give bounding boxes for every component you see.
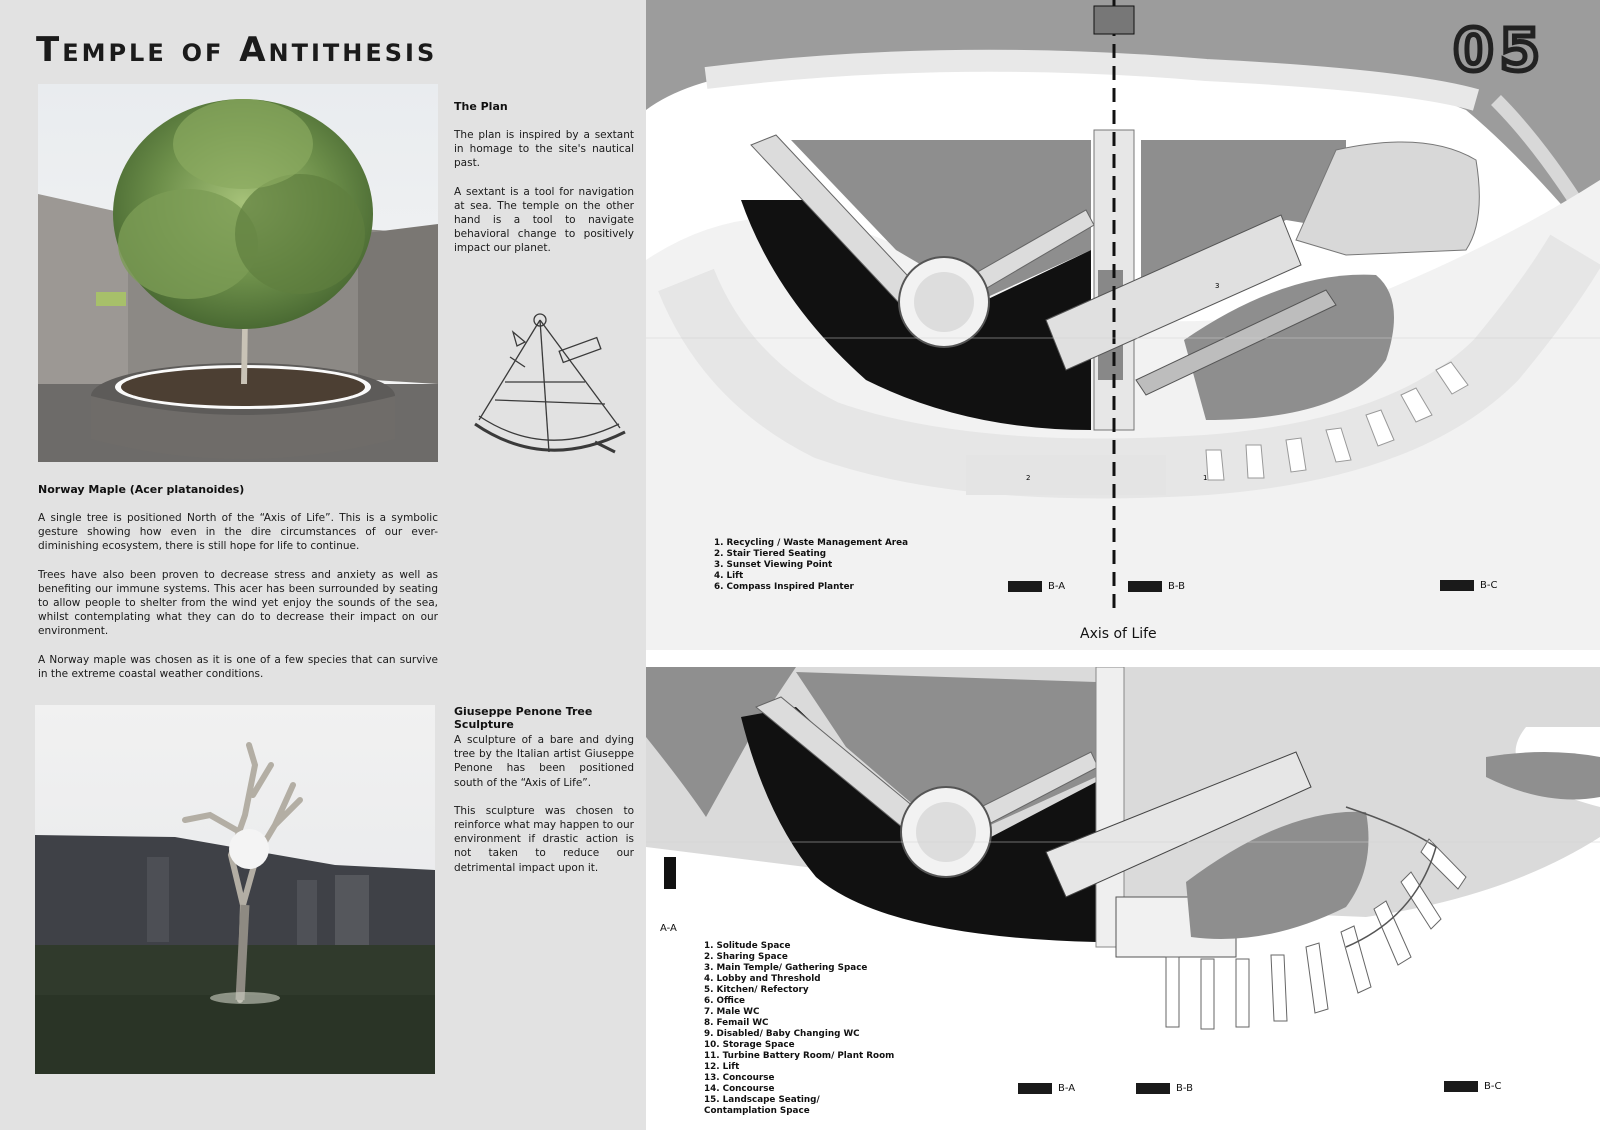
legend-item: 5. Kitchen/ Refectory	[704, 985, 809, 995]
sculpture-render-image	[35, 705, 435, 1074]
sculpture-heading: Giuseppe Penone Tree Sculpture	[454, 705, 593, 731]
legend-item: 2. Stair Tiered Seating	[714, 549, 827, 559]
legend-item: 8. Femail WC	[704, 1018, 769, 1028]
plan-paragraphs	[454, 128, 634, 270]
legend-item: 3. Main Temple/ Gathering Space	[704, 963, 868, 973]
page-number: 05	[1453, 16, 1546, 84]
axis-of-life-label: Axis of Life	[1080, 626, 1157, 642]
section-marker-label: B-C	[1484, 1081, 1502, 1092]
legend-item: 1. Recycling / Waste Management Area	[714, 538, 909, 548]
legend-item: 2. Sharing Space	[704, 952, 788, 962]
section-marker-label: B-A	[1058, 1083, 1076, 1094]
plan-heading: The Plan	[454, 100, 508, 113]
section-marker-bar	[1018, 1083, 1052, 1094]
legend-item: 4. Lift	[714, 571, 744, 581]
ground-plan-legend	[704, 941, 894, 1117]
maple-heading: Norway Maple (Acer platanoides)	[38, 483, 245, 496]
left-panel	[0, 0, 646, 1130]
plan-number: 1	[1203, 474, 1208, 482]
maple-paragraph: Trees have also been proven to decrease stress and anxiety as well as benefiting our immune systems. This acer has been surrounded by seating to allow people to shelter from the wind yet enjoy the sounds of the sea, whilst contemplating what they can do to decrease their impact on our environment.	[38, 568, 438, 638]
legend-item: 6. Office	[704, 996, 745, 1006]
section-marker-b-a	[1008, 581, 1065, 592]
legend-item: 10. Storage Space	[704, 1040, 795, 1050]
section-marker-bar	[1008, 581, 1042, 592]
plan-number: 3	[1215, 282, 1220, 290]
top-plan-legend	[714, 538, 908, 593]
legend-item: 6. Compass Inspired Planter	[714, 582, 854, 592]
legend-item: 4. Lobby and Threshold	[704, 974, 821, 984]
section-a-a-label: A-A	[660, 923, 677, 934]
right-panel	[646, 0, 1600, 1130]
section-marker-b-b	[1136, 1083, 1193, 1094]
sculpture-paragraph: A sculpture of a bare and dying tree by the Italian artist Giuseppe Penone has been positioned south of the “Axis of Life”.	[454, 734, 634, 789]
section-marker-b-c	[1444, 1081, 1501, 1092]
section-marker-bar	[1136, 1083, 1170, 1094]
section-marker-label: B-A	[1048, 581, 1066, 592]
section-marker-b-a	[1018, 1083, 1075, 1094]
legend-item: 7. Male WC	[704, 1007, 760, 1017]
page-title: Temple of Antithesis	[36, 30, 438, 70]
legend-item: 15. Landscape Seating/ Contamplation Space	[704, 1095, 820, 1116]
legend-item: 12. Lift	[704, 1062, 740, 1072]
legend-item: 9. Disabled/ Baby Changing WC	[704, 1029, 860, 1039]
sculpture-paragraph: This sculpture was chosen to reinforce what may happen to our environment if drastic action is not taken to reduce our detrimental impact upon it.	[454, 804, 634, 874]
plan-paragraph: A sextant is a tool for navigation at sea. The temple on the other hand is a tool to navigate behavioral change to positively impact our planet.	[454, 185, 634, 255]
plan-paragraph: The plan is inspired by a sextant in homage to the site's nautical past.	[454, 129, 634, 170]
legend-item: 1. Solitude Space	[704, 941, 791, 951]
section-marker-label: B-B	[1168, 581, 1185, 592]
maple-paragraph: A Norway maple was chosen as it is one of a few species that can survive in the extreme coastal weather conditions.	[38, 653, 438, 680]
section-marker-b-c	[1440, 580, 1497, 591]
legend-item: 13. Concourse	[704, 1073, 775, 1083]
legend-item: 3. Sunset Viewing Point	[714, 560, 833, 570]
maple-render-image	[38, 84, 438, 462]
section-marker-label: B-B	[1176, 1083, 1193, 1094]
sextant-drawing	[465, 312, 640, 472]
section-marker-bar	[1128, 581, 1162, 592]
section-marker-label: B-C	[1480, 580, 1498, 591]
maple-paragraph: A single tree is positioned North of the “Axis of Life”. This is a symbolic gesture showing how even in the dire circumstances of our ever-diminishing ecosystem, there is still hope for life to continue.	[38, 512, 438, 553]
section-marker-bar	[1440, 580, 1474, 591]
section-marker-bar	[1444, 1081, 1478, 1092]
plan-number: 2	[1026, 474, 1031, 482]
sculpture-paragraphs	[454, 733, 634, 889]
section-marker-b-b	[1128, 581, 1185, 592]
legend-item: 11. Turbine Battery Room/ Plant Room	[704, 1051, 895, 1061]
maple-paragraphs	[38, 511, 438, 695]
legend-item: 14. Concourse	[704, 1084, 775, 1094]
